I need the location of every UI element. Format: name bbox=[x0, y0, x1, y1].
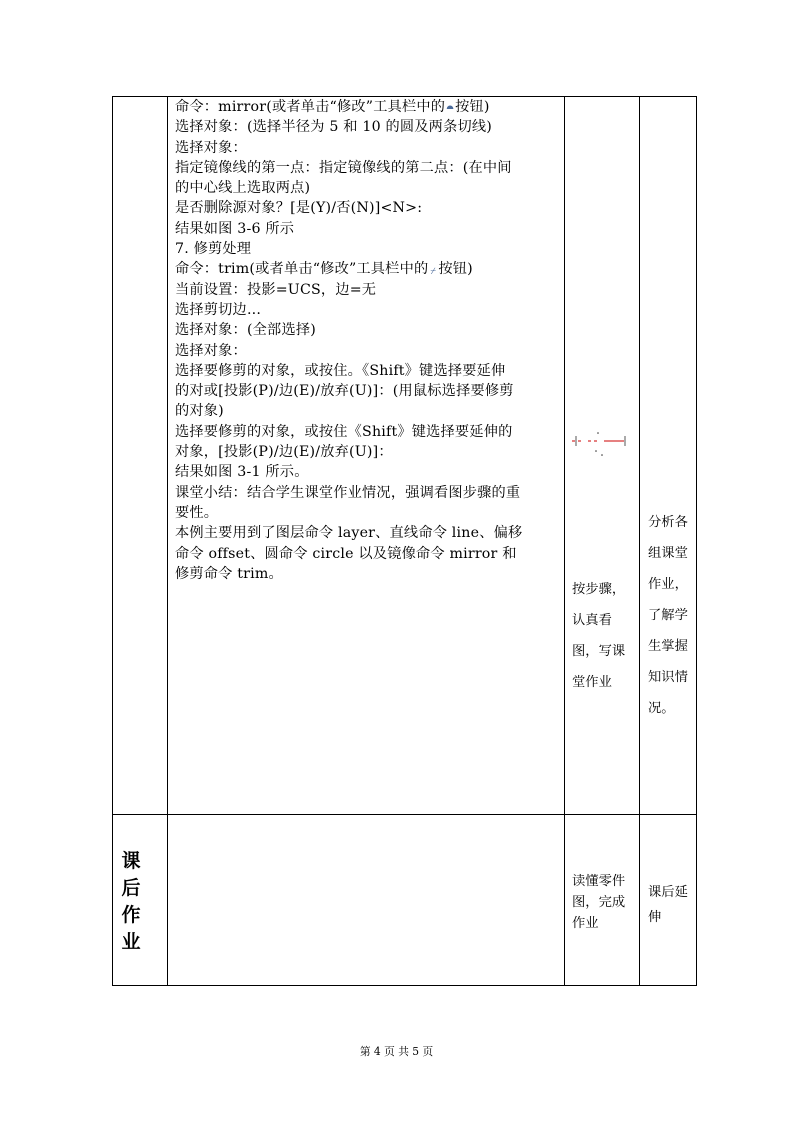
text-line: 结果如图 3-6 所示 bbox=[175, 220, 295, 237]
column-divider-1 bbox=[167, 96, 168, 986]
text-line: 是否删除源对象？[是(Y)/否(N)]<N>: bbox=[175, 200, 423, 217]
text-line: 选择对象： bbox=[175, 342, 247, 359]
text-line: 选择要修剪的对象，或按住。《Shift》键选择要延伸 bbox=[175, 362, 506, 379]
student-activity: 按步骤， 认真看 图，写课 堂作业 bbox=[572, 582, 626, 690]
summary-line: 本例主要用到了图层命令 layer、直线命令 line、偏移 bbox=[175, 525, 523, 542]
text-line: 命令：trim(或者单击“修改”工具栏中的 ⌿ 按钮) bbox=[175, 261, 473, 278]
page-number: 第 4 页 共 5 页 bbox=[359, 1045, 434, 1058]
summary-line: 命令 offset、圆命令 circle 以及镜像命令 mirror 和 bbox=[175, 545, 517, 562]
section-heading: 7. 修剪处理 bbox=[175, 241, 252, 258]
table-left-border bbox=[112, 96, 113, 986]
text-line: 当前设置：投影=UCS，边=无 bbox=[175, 281, 377, 298]
row-divider bbox=[112, 814, 697, 815]
table-bottom-border bbox=[112, 985, 697, 986]
table-right-border bbox=[696, 96, 697, 986]
text-line: 的对或[投影(P)/边(E)/放弃(U)]：(用鼠标选择要修剪 bbox=[175, 383, 514, 400]
summary-line: 修剪命令 trim。 bbox=[175, 565, 283, 582]
sketch-figure bbox=[568, 430, 632, 458]
text-line: 选择对象：(全部选择) bbox=[175, 322, 316, 339]
text-line: 选择对象： bbox=[175, 139, 247, 156]
text-line: 的对象) bbox=[175, 403, 224, 420]
text-line: 对象，[投影(P)/边(E)/放弃(U)]： bbox=[175, 444, 393, 461]
text-line: 指定镜像线的第一点：指定镜像线的第二点：(在中间 bbox=[175, 159, 512, 176]
trim-icon: ⌿ bbox=[430, 267, 437, 278]
after-class-teacher: 课后延 伸 bbox=[648, 885, 688, 925]
teacher-intent: 分析各 组课堂 作业， 了解学 生掌握 知识情 况。 bbox=[648, 515, 688, 716]
lesson-content bbox=[175, 97, 563, 584]
text-line: 选择对象：(选择半径为 5 和 10 的圆及两条切线) bbox=[175, 119, 492, 136]
column-divider-3 bbox=[639, 96, 640, 986]
summary-line: 课堂小结：结合学生课堂作业情况，强调看图步骤的重 bbox=[175, 484, 521, 501]
text-line: 结果如图 3-1 所示。 bbox=[175, 464, 309, 481]
column-divider-2 bbox=[564, 96, 565, 986]
text-line: 选择剪切边... bbox=[175, 301, 262, 318]
text-line: 的中心线上选取两点) bbox=[175, 180, 311, 197]
mirror-icon: ⯊ bbox=[446, 105, 454, 115]
after-class-student: 读懂零件 图，完成 作业 bbox=[572, 874, 626, 931]
text-line: 命令：mirror(或者单击“修改”工具栏中的⯊按钮) bbox=[175, 99, 490, 115]
summary-line: 要性。 bbox=[175, 504, 219, 521]
text-line: 选择要修剪的对象，或按住《Shift》键选择要延伸的 bbox=[175, 423, 513, 440]
after-class-label: 课 后 作 业 bbox=[121, 850, 141, 953]
